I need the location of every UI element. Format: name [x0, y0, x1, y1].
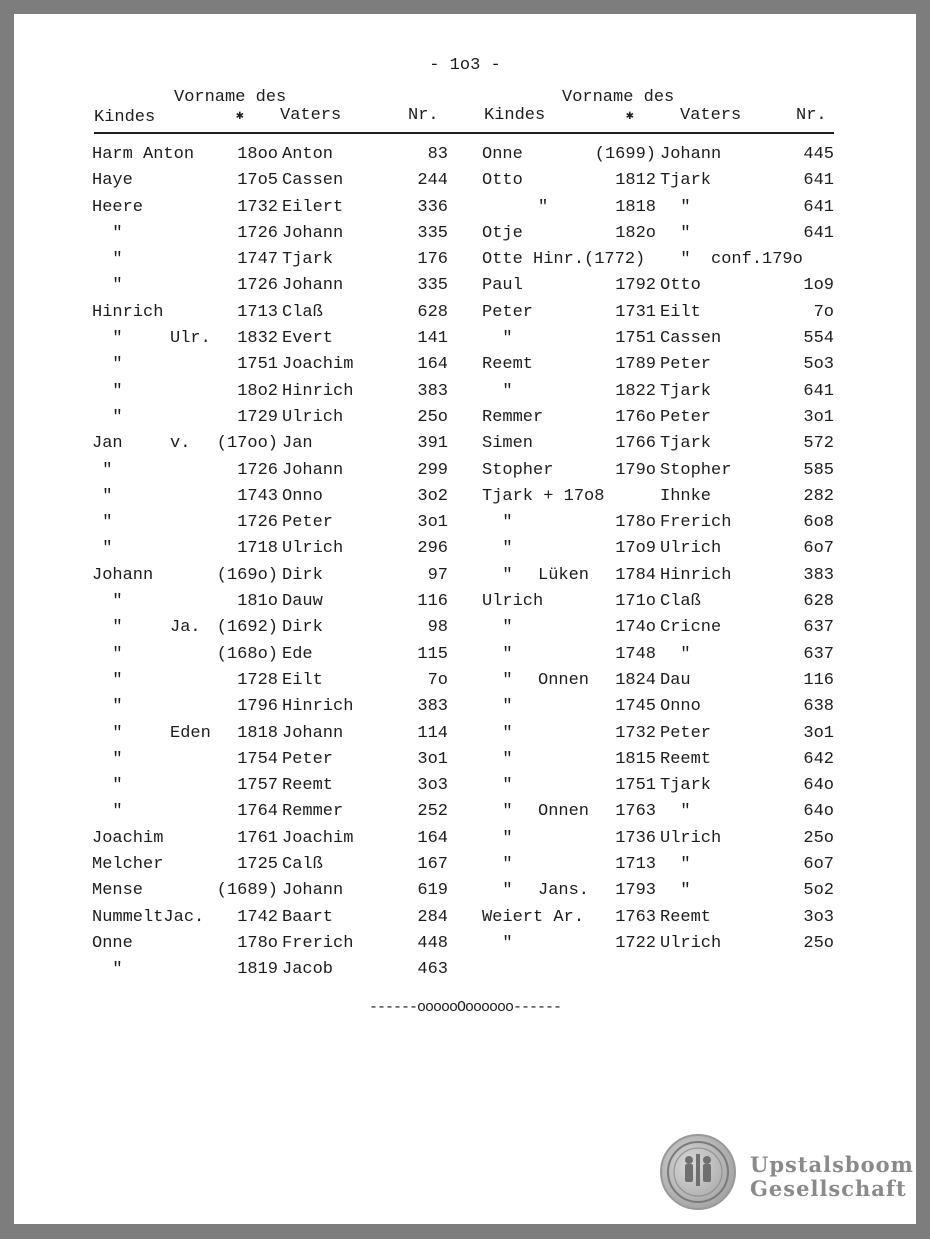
father-name: Tjark [660, 434, 712, 454]
father-name: " [660, 197, 691, 217]
father-name: " [660, 223, 691, 243]
child-name: Haye [92, 171, 133, 191]
father-name: Frerich [660, 513, 732, 533]
father-name: " [660, 644, 691, 664]
child-name: Tjark + 17o8 [482, 486, 605, 506]
birth-year: 1832 [237, 329, 278, 349]
child-name: " [92, 539, 113, 559]
entry-number: 3o1 [417, 513, 448, 533]
entry-number: 244 [417, 171, 448, 191]
father-name: Peter [660, 407, 712, 427]
birth-year: 1751 [615, 776, 656, 796]
child-name: " [482, 618, 513, 638]
birth-year: 18o2 [237, 381, 278, 401]
child-name: " [482, 933, 513, 953]
father-name: Hinrich [660, 565, 732, 585]
father-name: Evert [282, 329, 334, 349]
entry-number: 3o3 [417, 776, 448, 796]
child-name: " [92, 723, 123, 743]
father-name: Tjark [660, 171, 712, 191]
seal-figures-icon [662, 1136, 734, 1208]
entry-number: 176 [417, 250, 448, 270]
child-name-extra: Ulr. [170, 329, 211, 349]
birth-year: 1793 [615, 881, 656, 901]
header-vaters-right: Vaters [680, 106, 742, 125]
entry-number: 116 [417, 592, 448, 612]
child-name: Peter [482, 302, 534, 322]
birth-year: 1732 [237, 197, 278, 217]
birth-year: 1796 [237, 697, 278, 717]
birth-year: (1692) [216, 618, 278, 638]
entry-number: 641 [803, 171, 834, 191]
birth-year: 1718 [237, 539, 278, 559]
father-name: Ede [282, 644, 313, 664]
entry-number: 637 [803, 618, 834, 638]
child-name: Mense [92, 881, 144, 901]
entry-number: 335 [417, 223, 448, 243]
birth-year: 1824 [615, 670, 656, 690]
child-name: Remmer [482, 407, 544, 427]
father-name: Reemt [660, 907, 712, 927]
father-name: " [660, 802, 691, 822]
entry-number: 336 [417, 197, 448, 217]
father-name: Calß [282, 855, 323, 875]
entry-number: 641 [803, 223, 834, 243]
birth-year: 1789 [615, 355, 656, 375]
child-name: Reemt [482, 355, 534, 375]
child-name-extra: Eden [170, 723, 211, 743]
father-name: Tjark [282, 250, 334, 270]
child-name: Weiert Ar. [482, 907, 585, 927]
father-name: Reemt [282, 776, 334, 796]
child-name: Hinrich [92, 302, 164, 322]
birth-year: 17o9 [615, 539, 656, 559]
father-name: " [660, 855, 691, 875]
birth-year: 1761 [237, 828, 278, 848]
header-kindes-right: Kindes [484, 106, 546, 125]
entry-number: 252 [417, 802, 448, 822]
child-name: " [482, 749, 513, 769]
birth-year: 176o [615, 407, 656, 427]
child-name: Melcher [92, 855, 164, 875]
entry-number: 164 [417, 355, 448, 375]
birth-year: 1754 [237, 749, 278, 769]
entry-number: 7o [427, 670, 448, 690]
child-name: Onne [482, 145, 523, 164]
footer-separator: ------oooooOoooooo------ [368, 999, 562, 1016]
entry-number: 296 [417, 539, 448, 559]
logo-text-line1: Upstalsboom [750, 1152, 914, 1177]
entry-number: 448 [417, 933, 448, 953]
birth-year: 1722 [615, 933, 656, 953]
birth-year: 1731 [615, 302, 656, 322]
father-name: Cassen [660, 329, 722, 349]
birth-year: 1747 [237, 250, 278, 270]
father-name: Johann [282, 276, 344, 296]
header-vorname-right: Vorname des [562, 88, 675, 107]
entry-number: 114 [417, 723, 448, 743]
birth-year: 1725 [237, 855, 278, 875]
birth-year: 1818 [615, 197, 656, 217]
child-name: " [482, 539, 513, 559]
father-name: Otto [660, 276, 701, 296]
birth-year: 1713 [237, 302, 278, 322]
child-name: " [482, 776, 513, 796]
father-name: Peter [282, 749, 334, 769]
entry-number: 383 [417, 697, 448, 717]
entry-number: 391 [417, 434, 448, 454]
birth-year: (169o) [216, 565, 278, 585]
father-name: Peter [660, 723, 712, 743]
child-name: " [482, 565, 513, 585]
child-name-extra: " [538, 197, 549, 217]
entry-number: 628 [803, 592, 834, 612]
entry-number: 641 [803, 197, 834, 217]
entry-number: 3o1 [417, 749, 448, 769]
birth-year: 1728 [237, 670, 278, 690]
birth-year: 178o [237, 933, 278, 953]
entry-number: 98 [427, 618, 448, 638]
birth-year: 1713 [615, 855, 656, 875]
father-name: Baart [282, 907, 334, 927]
child-name: " [482, 828, 513, 848]
father-name: Tjark [660, 776, 712, 796]
child-name: " [92, 276, 123, 296]
entry-number: 642 [803, 749, 834, 769]
child-name: Otto [482, 171, 523, 191]
page-number: - 1o3 - [429, 56, 501, 75]
child-name: " [92, 960, 123, 980]
birth-year: 1792 [615, 276, 656, 296]
father-name: Reemt [660, 749, 712, 769]
birth-year: 171o [615, 592, 656, 612]
birth-year: (168o) [216, 644, 278, 664]
child-name: Johann [92, 565, 154, 585]
child-name: " [482, 381, 513, 401]
father-name: Johann [660, 145, 722, 164]
child-name: Heere [92, 197, 144, 217]
child-name: Onne [92, 933, 133, 953]
child-name: " [482, 329, 513, 349]
birth-year: 1742 [237, 907, 278, 927]
child-name: " [482, 802, 513, 822]
entry-number: 1o9 [803, 276, 834, 296]
entry-number: 3o3 [803, 907, 834, 927]
birth-year: 179o [615, 460, 656, 480]
child-name: " [92, 355, 123, 375]
birth-year: 1764 [237, 802, 278, 822]
father-name: Ulrich [660, 539, 722, 559]
entry-number: 284 [417, 907, 448, 927]
father-name: Tjark [660, 381, 712, 401]
entry-number: 25o [803, 828, 834, 848]
entry-number: 572 [803, 434, 834, 454]
child-name-extra: v. [170, 434, 191, 454]
father-name: Hinrich [282, 697, 354, 717]
birth-year: 174o [615, 618, 656, 638]
father-name: Cricne [660, 618, 722, 638]
child-name: " [482, 513, 513, 533]
birth-year: 1757 [237, 776, 278, 796]
document-page [14, 14, 916, 1224]
birth-year: (1689) [216, 881, 278, 901]
birth-year: 1726 [237, 460, 278, 480]
birth-year: 17o5 [237, 171, 278, 191]
entry-number: 83 [427, 145, 448, 164]
father-name: Eilt [660, 302, 701, 322]
birth-year: 1748 [615, 644, 656, 664]
birth-year: 178o [615, 513, 656, 533]
header-kindes-left: Kindes [94, 108, 156, 127]
father-name: Cassen [282, 171, 344, 191]
father-name: " conf.179o [660, 250, 803, 270]
birth-year: 1784 [615, 565, 656, 585]
father-name: Jacob [282, 960, 334, 980]
entry-number: 641 [803, 381, 834, 401]
father-name: Stopher [660, 460, 732, 480]
father-name: Ulrich [660, 933, 722, 953]
birth-year: 1763 [615, 907, 656, 927]
father-name: Hinrich [282, 381, 354, 401]
child-name-extra: Onnen [538, 670, 590, 690]
birth-year: (17oo) [216, 434, 278, 454]
birth-year: 18oo [237, 145, 278, 164]
entry-number: 463 [417, 960, 448, 980]
header-rule [94, 132, 834, 134]
birth-year: 1822 [615, 381, 656, 401]
child-name: " [92, 749, 123, 769]
logo-text-line2: Gesellschaft [750, 1176, 907, 1201]
child-name: " [92, 802, 123, 822]
child-name: " [482, 670, 513, 690]
entry-number: 64o [803, 802, 834, 822]
entry-number: 3o2 [417, 486, 448, 506]
birth-year: 1812 [615, 171, 656, 191]
father-name: Ihnke [660, 486, 712, 506]
birth-year: 1818 [237, 723, 278, 743]
child-name: " [92, 592, 123, 612]
child-name: Ulrich [482, 592, 544, 612]
birth-year: (1699) [594, 145, 656, 164]
father-name: Dau [660, 670, 691, 690]
entry-number: 282 [803, 486, 834, 506]
child-name: " [482, 697, 513, 717]
entry-number: 554 [803, 329, 834, 349]
child-name: Joachim [92, 828, 164, 848]
child-name: " [92, 486, 113, 506]
father-name: Eilert [282, 197, 344, 217]
father-name: Claß [282, 302, 323, 322]
header-vaters-left: Vaters [280, 106, 342, 125]
child-name-extra: Ja. [170, 618, 201, 638]
birth-year: 1736 [615, 828, 656, 848]
child-name: " [92, 381, 123, 401]
birth-year: 1751 [237, 355, 278, 375]
birth-year: 1819 [237, 960, 278, 980]
entry-number: 167 [417, 855, 448, 875]
child-name: " [92, 223, 123, 243]
child-name: " [482, 855, 513, 875]
child-name-extra: Lüken [538, 565, 590, 585]
child-name: Simen [482, 434, 534, 454]
father-name: Johann [282, 223, 344, 243]
father-name: Onno [660, 697, 701, 717]
father-name: Anton [282, 145, 334, 164]
father-name: Johann [282, 881, 344, 901]
entry-number: 638 [803, 697, 834, 717]
child-name: " [92, 329, 123, 349]
birth-year: 1732 [615, 723, 656, 743]
entry-number: 3o1 [803, 723, 834, 743]
header-nr-right: Nr. [796, 106, 827, 125]
child-name: Paul [482, 276, 523, 296]
father-name: Peter [282, 513, 334, 533]
child-name: " [92, 618, 123, 638]
father-name: Ulrich [282, 407, 344, 427]
birth-year: 1815 [615, 749, 656, 769]
header-nr-left: Nr. [408, 106, 439, 125]
child-name: " [92, 644, 123, 664]
birth-year: 1745 [615, 697, 656, 717]
child-name-extra: Onnen [538, 802, 590, 822]
birth-year: 1726 [237, 513, 278, 533]
child-name: Otte Hinr.(1772) [482, 250, 646, 270]
entry-number: 383 [803, 565, 834, 585]
father-name: Ulrich [660, 828, 722, 848]
entry-number: 628 [417, 302, 448, 322]
child-name: " [92, 697, 123, 717]
entry-number: 116 [803, 670, 834, 690]
father-name: " [660, 881, 691, 901]
entry-number: 64o [803, 776, 834, 796]
father-name: Dauw [282, 592, 323, 612]
birth-year: 182o [615, 223, 656, 243]
entry-number: 5o2 [803, 881, 834, 901]
birth-year: 1743 [237, 486, 278, 506]
father-name: Johann [282, 723, 344, 743]
entry-number: 6o8 [803, 513, 834, 533]
father-name: Joachim [282, 355, 354, 375]
child-name: Harm Anton [92, 145, 195, 164]
born-symbol-icon: ✱ [236, 108, 244, 123]
child-name: NummeltJac. [92, 907, 205, 927]
father-name: Frerich [282, 933, 354, 953]
child-name: " [92, 670, 123, 690]
entry-number: 445 [803, 145, 834, 164]
entry-number: 619 [417, 881, 448, 901]
entry-number: 25o [417, 407, 448, 427]
born-symbol-icon: ✱ [626, 108, 634, 123]
birth-year: 1751 [615, 329, 656, 349]
child-name: " [92, 250, 123, 270]
father-name: Eilt [282, 670, 323, 690]
entry-number: 7o [813, 302, 834, 322]
child-name: " [482, 881, 513, 901]
entry-number: 299 [417, 460, 448, 480]
entry-number: 141 [417, 329, 448, 349]
birth-year: 1726 [237, 276, 278, 296]
entry-number: 97 [427, 565, 448, 585]
child-name-extra: Jans. [538, 881, 590, 901]
entry-number: 585 [803, 460, 834, 480]
child-name: Stopher [482, 460, 554, 480]
father-name: Johann [282, 460, 344, 480]
birth-year: 1726 [237, 223, 278, 243]
society-seal-icon [660, 1134, 736, 1210]
entry-number: 164 [417, 828, 448, 848]
entry-number: 6o7 [803, 539, 834, 559]
header-vorname-left: Vorname des [174, 88, 287, 107]
child-name: Otje [482, 223, 523, 243]
father-name: Peter [660, 355, 712, 375]
entry-number: 335 [417, 276, 448, 296]
father-name: Remmer [282, 802, 344, 822]
father-name: Dirk [282, 565, 323, 585]
child-name: " [92, 460, 113, 480]
child-name: " [482, 723, 513, 743]
entry-number: 6o7 [803, 855, 834, 875]
father-name: Ulrich [282, 539, 344, 559]
birth-year: 1763 [615, 802, 656, 822]
father-name: Claß [660, 592, 701, 612]
entry-number: 3o1 [803, 407, 834, 427]
birth-year: 1729 [237, 407, 278, 427]
father-name: Joachim [282, 828, 354, 848]
entry-number: 5o3 [803, 355, 834, 375]
child-name: " [92, 776, 123, 796]
child-name: Jan [92, 434, 123, 454]
birth-year: 181o [237, 592, 278, 612]
entry-number: 637 [803, 644, 834, 664]
child-name: " [482, 644, 513, 664]
entry-number: 25o [803, 933, 834, 953]
birth-year: 1766 [615, 434, 656, 454]
father-name: Onno [282, 486, 323, 506]
father-name: Dirk [282, 618, 323, 638]
child-name: " [92, 407, 123, 427]
entry-number: 383 [417, 381, 448, 401]
father-name: Jan [282, 434, 313, 454]
child-name: " [92, 513, 113, 533]
entry-number: 115 [417, 644, 448, 664]
